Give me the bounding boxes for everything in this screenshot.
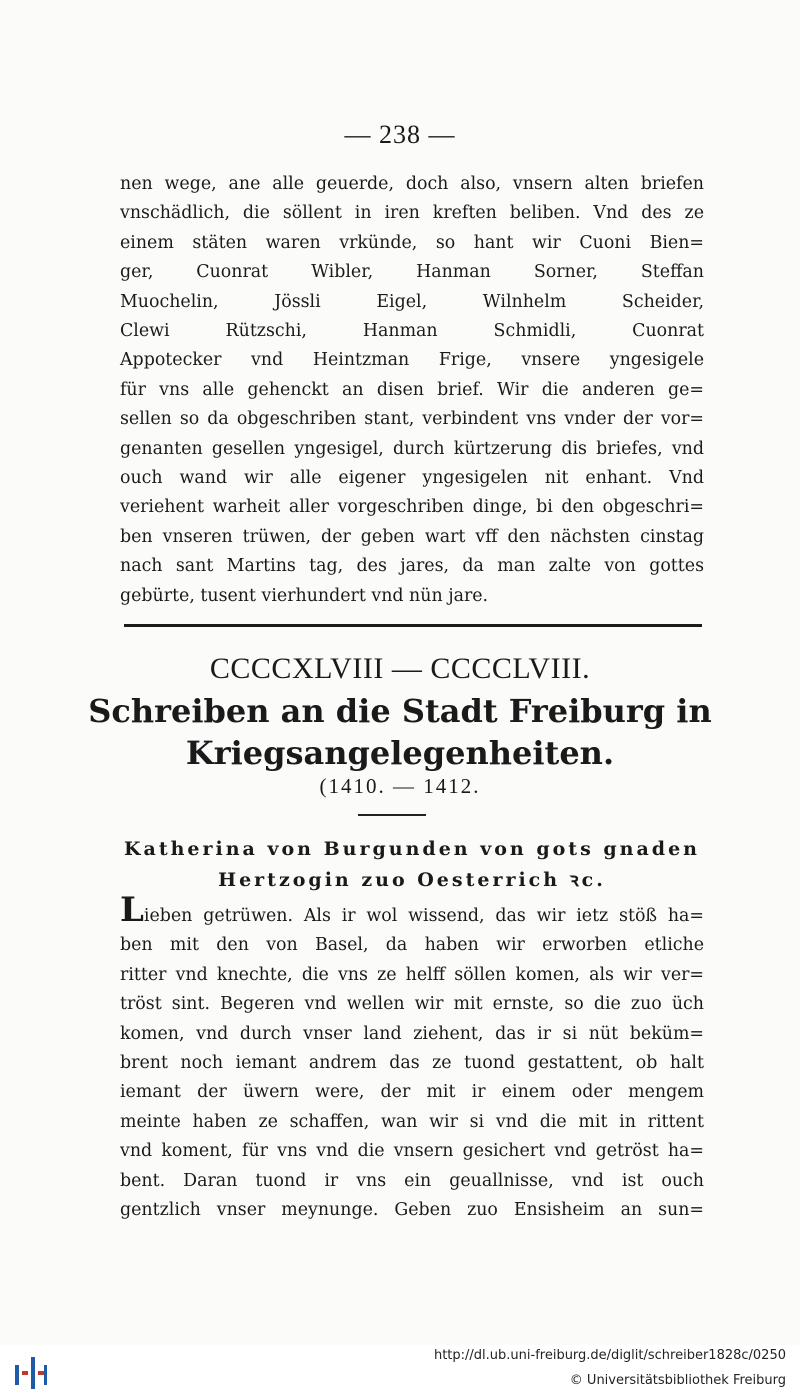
page-number: — 238 — [344, 120, 456, 149]
sender-line-2: Hertzogin zuo Oesterrich ꝛc. [218, 869, 606, 891]
first-line-text: ieben getrüwen. Als ir wol wissend, das wir ietz stöß ha= [143, 906, 704, 926]
text-line: veriehent warheit aller vorgeschriben dinge, bi den obgeschri= [120, 497, 704, 518]
text-line: Muochelin, Jössli Eigel, Wilnhelm Scheider, [120, 291, 704, 312]
sender-line-1: Katherina von Burgunden von gots gnaden [124, 838, 700, 860]
section-title-line-2: Kriegsangelegenheiten. [185, 734, 615, 772]
section-number: CCCCXLVIII — CCCCLVIII. [209, 652, 591, 685]
permalink-link[interactable]: http://dl.ub.uni-freiburg.de/diglit/schreiber1828c/0250 [433, 1348, 786, 1363]
text-line: für vns alle gehenckt an disen brief. Wir die anderen ge= [120, 379, 704, 400]
text-line-first [120, 890, 704, 931]
text-line: gentzlich vnser meynunge. Geben zuo Ensisheim an sun= [120, 1200, 704, 1221]
library-logo-icon [14, 1353, 48, 1391]
text-line: nen wege, ane alle geuerde, doch also, vnsern alten briefen [120, 174, 704, 194]
section-title-line-1: Schreiben an die Stadt Freiburg in [88, 692, 712, 730]
text-line: bent. Daran tuond ir vns ein geuallnisse, vnd ist ouch [120, 1170, 704, 1191]
text-line: vnd koment, für vns vnd die vnsern gesichert vnd getröst ha= [120, 1141, 704, 1162]
text-line: Appotecker vnd Heintzman Frige, vnsere yngesigele [120, 350, 704, 371]
text-line: gebürte, tusent vierhundert vnd nün jare. [120, 585, 489, 606]
text-line: tröst sint. Begeren vnd wellen wir mit ernste, so die zuo üch [120, 994, 704, 1015]
text-line: komen, vnd durch vnser land ziehent, das ir si nüt beküm= [120, 1023, 704, 1044]
drop-cap: L [120, 890, 144, 930]
text-line: einem stäten waren vrkünde, so hant wir Cuoni Bien= [120, 232, 704, 253]
short-divider [358, 814, 426, 816]
text-line: nach sant Martins tag, des jares, da man zalte von gottes [120, 556, 704, 577]
text-line: Clewi Rützschi, Hanman Schmidli, Cuonrat [120, 321, 704, 342]
copyright-notice: © Universitätsbibliothek Freiburg [569, 1373, 786, 1388]
text-line: ben mit den von Basel, da haben wir erworben etliche [120, 935, 704, 956]
text-line: brent noch iemant andrem das ze tuond gestattent, ob halt [120, 1053, 704, 1074]
text-line: ouch wand wir alle eigener yngesigelen nit enhant. Vnd [120, 468, 704, 489]
text-line: genanten gesellen yngesigel, durch kürtzerung dis briefes, vnd [120, 438, 704, 459]
text-line: ritter vnd knechte, die vns ze helff söllen komen, als wir ver= [120, 964, 704, 985]
letter-text-top [120, 170, 704, 611]
text-line: sellen so da obgeschriben stant, verbindent vns vnder der vor= [120, 409, 704, 430]
letter-text-bottom [120, 890, 704, 1225]
text-line: meinte haben ze schaffen, wan wir si vnd die mit in rittent [120, 1111, 704, 1132]
text-line: vnschädlich, die söllent in iren kreften beliben. Vnd des ze [120, 203, 704, 224]
text-line: iemant der üwern were, der mit ir einem oder mengem [120, 1082, 704, 1103]
section-years: (1410. — 1412. [319, 774, 481, 798]
text-line: ger, Cuonrat Wibler, Hanman Sorner, Steffan [120, 262, 704, 283]
section-divider [124, 624, 702, 627]
text-line: ben vnseren trüwen, der geben wart vff den nächsten cinstag [120, 526, 704, 547]
